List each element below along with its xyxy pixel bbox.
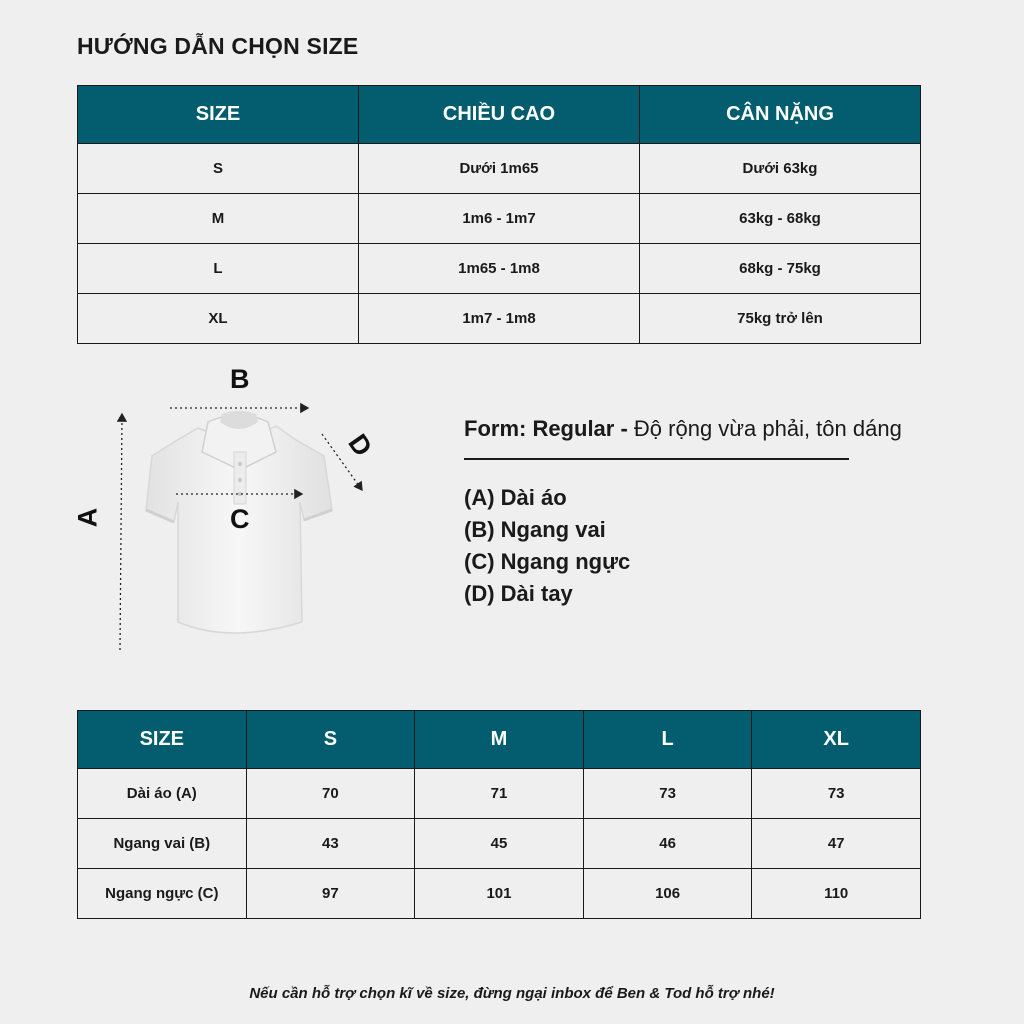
table-row [78, 294, 921, 344]
table-cell: 71 [415, 769, 584, 819]
table-cell: 63kg - 68kg [640, 194, 921, 244]
table-cell: 73 [583, 769, 752, 819]
table-header-row [78, 711, 921, 769]
table-cell: 101 [415, 869, 584, 919]
form-label: Form: Regular - [464, 416, 628, 441]
page-title: HƯỚNG DẪN CHỌN SIZE [77, 33, 359, 59]
column-header-weight: CÂN NẶNG [640, 86, 921, 144]
table-cell: 110 [752, 869, 921, 919]
divider [464, 458, 849, 460]
table-cell: 73 [752, 769, 921, 819]
table-row [78, 244, 921, 294]
table-cell: 75kg trở lên [640, 294, 921, 344]
table-cell: 45 [415, 819, 584, 869]
row-label: Ngang vai (B) [78, 819, 247, 869]
table-header-row [78, 86, 921, 144]
dimension-label-b: B [230, 364, 250, 394]
list-item: (B) Ngang vai [464, 517, 606, 542]
table-cell: S [78, 144, 359, 194]
row-label: Ngang ngực (C) [78, 869, 247, 919]
dimension-label-d: D [342, 428, 379, 462]
list-item: (A) Dài áo [464, 485, 567, 510]
table-cell: 97 [246, 869, 415, 919]
dimension-label-a: A [72, 507, 103, 528]
table-row [78, 819, 921, 869]
form-description [464, 416, 902, 442]
table-cell: Dưới 63kg [640, 144, 921, 194]
column-header-s: S [246, 711, 415, 769]
form-text: Độ rộng vừa phải, tôn dáng [627, 416, 902, 441]
table-cell: 70 [246, 769, 415, 819]
table-row [78, 869, 921, 919]
table-cell: 43 [246, 819, 415, 869]
column-header-height: CHIỀU CAO [359, 86, 640, 144]
table-cell: XL [78, 294, 359, 344]
table-cell: 1m6 - 1m7 [359, 194, 640, 244]
support-note: Nếu cần hỗ trợ chọn kĩ về size, đừng ngại inbox để Ben & Tod hỗ trợ nhé! [249, 985, 775, 1002]
table-row [78, 144, 921, 194]
measurement-size-table [77, 710, 921, 919]
table-cell: L [78, 244, 359, 294]
table-cell: 1m7 - 1m8 [359, 294, 640, 344]
measurement-legend [464, 482, 630, 610]
column-header-size: SIZE [78, 711, 247, 769]
height-weight-size-table [77, 85, 921, 344]
dimension-label-c: C [230, 504, 250, 534]
column-header-xl: XL [752, 711, 921, 769]
column-header-m: M [415, 711, 584, 769]
column-header-l: L [583, 711, 752, 769]
table-cell: 68kg - 75kg [640, 244, 921, 294]
table-cell: 106 [583, 869, 752, 919]
table-cell: M [78, 194, 359, 244]
row-label: Dài áo (A) [78, 769, 247, 819]
table-cell: 1m65 - 1m8 [359, 244, 640, 294]
shirt-measurement-diagram [72, 360, 410, 660]
table-row [78, 769, 921, 819]
list-item: (D) Dài tay [464, 581, 573, 606]
table-cell: Dưới 1m65 [359, 144, 640, 194]
column-header-size: SIZE [78, 86, 359, 144]
table-row [78, 194, 921, 244]
table-cell: 47 [752, 819, 921, 869]
list-item: (C) Ngang ngực [464, 549, 631, 574]
table-cell: 46 [583, 819, 752, 869]
